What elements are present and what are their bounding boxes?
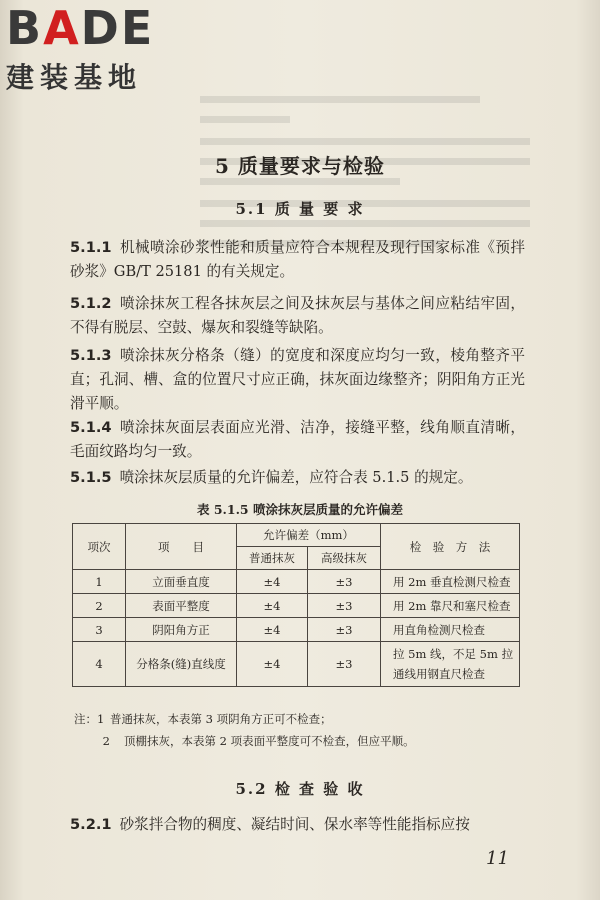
cell-advanced: ±3 <box>308 642 381 687</box>
cell-item: 分格条(缝)直线度 <box>126 642 237 687</box>
clause-text: 喷涂抹灰工程各抹灰层之间及抹灰层与基体之间应粘结牢固，不得有脱层、空鼓、爆灰和裂缝等缺陷。 <box>70 295 525 336</box>
clause-number: 5.1.2 <box>70 295 112 312</box>
table-row <box>73 618 520 642</box>
table-row <box>73 642 520 687</box>
section-title-5-2: 5.2 检 查 验 收 <box>235 780 365 798</box>
header-no: 项次 <box>73 524 126 570</box>
clause-5-1-4 <box>70 416 525 464</box>
cell-method: 用 2m 垂直检测尺检查 <box>381 570 520 594</box>
clause-number: 5.1.1 <box>70 239 112 256</box>
cell-no: 2 <box>73 594 126 618</box>
clause-number: 5.1.3 <box>70 347 112 364</box>
cell-no: 1 <box>73 570 126 594</box>
table-header-row <box>73 524 520 547</box>
chapter-title: 5 质量要求与检验 <box>215 154 385 178</box>
note-prefix: 注：1 <box>74 712 105 726</box>
table-notes <box>74 708 534 752</box>
clause-text: 喷涂抹灰层质量的允许偏差，应符合表 5.1.5 的规定。 <box>119 469 473 486</box>
note-item <box>74 708 534 730</box>
cell-no: 4 <box>73 642 126 687</box>
cell-normal: ±4 <box>237 594 308 618</box>
note-text: 顶棚抹灰，本表第 2 项表面平整度可不检查，但应平顺。 <box>124 734 415 748</box>
note-text: 普通抹灰，本表第 3 项阴角方正可不检查； <box>110 712 332 726</box>
clause-5-2-1 <box>70 813 525 837</box>
cell-normal: ±4 <box>237 642 308 687</box>
bade-logo <box>6 1 184 100</box>
cell-advanced: ±3 <box>308 594 381 618</box>
clause-text: 喷涂抹灰分格条（缝）的宽度和深度应均匀一致，棱角整齐平直；孔洞、槽、盒的位置尺寸应正确，抹灰面边缘整齐；阴阳角方正光滑平顺。 <box>70 347 525 412</box>
cell-normal: ±4 <box>237 618 308 642</box>
clause-5-1-1 <box>70 236 525 284</box>
clause-5-1-5 <box>70 466 525 490</box>
tolerance-table <box>72 523 520 687</box>
clause-text: 机械喷涂砂浆性能和质量应符合本规程及现行国家标准《预拌砂浆》GB/T 25181 的有关规定。 <box>70 239 525 280</box>
note-item <box>74 730 534 752</box>
header-normal: 普通抹灰 <box>237 547 308 570</box>
header-item: 项 目 <box>126 524 237 570</box>
cell-item: 表面平整度 <box>126 594 237 618</box>
cell-no: 3 <box>73 618 126 642</box>
cell-method: 用 2m 靠尺和塞尺检查 <box>381 594 520 618</box>
clause-text: 喷涂抹灰面层表面应光滑、洁净，接缝平整，线角顺直清晰，毛面纹路均匀一致。 <box>70 419 525 460</box>
cell-advanced: ±3 <box>308 618 381 642</box>
cell-method: 用直角检测尺检查 <box>381 618 520 642</box>
table-row <box>73 594 520 618</box>
table-caption: 表 5.1.5 喷涂抹灰层质量的允许偏差 <box>196 502 403 517</box>
logo-subtitle: 建装基地 <box>6 61 143 94</box>
clause-number: 5.2.1 <box>70 816 112 833</box>
header-advanced: 高级抹灰 <box>308 547 381 570</box>
header-tolerance: 允许偏差（mm） <box>237 524 381 547</box>
clause-number: 5.1.4 <box>70 419 112 436</box>
cell-advanced: ±3 <box>308 570 381 594</box>
cell-item: 阴阳角方正 <box>126 618 237 642</box>
table-row <box>73 570 520 594</box>
logo-wordmark: BADE <box>6 1 155 55</box>
clause-text: 砂浆拌合物的稠度、凝结时间、保水率等性能指标应按 <box>119 816 470 833</box>
note-prefix: 2 <box>102 734 110 748</box>
cell-normal: ±4 <box>237 570 308 594</box>
header-method: 检 验 方 法 <box>381 524 520 570</box>
section-title-5-1: 5.1 质 量 要 求 <box>235 200 365 218</box>
cell-item: 立面垂直度 <box>126 570 237 594</box>
cell-method: 拉 5m 线，不足 5m 拉通线用钢直尺检查 <box>381 642 520 687</box>
clause-number: 5.1.5 <box>70 469 112 486</box>
page-number: 11 <box>486 848 509 869</box>
clause-5-1-2 <box>70 292 525 340</box>
clause-5-1-3 <box>70 344 525 416</box>
